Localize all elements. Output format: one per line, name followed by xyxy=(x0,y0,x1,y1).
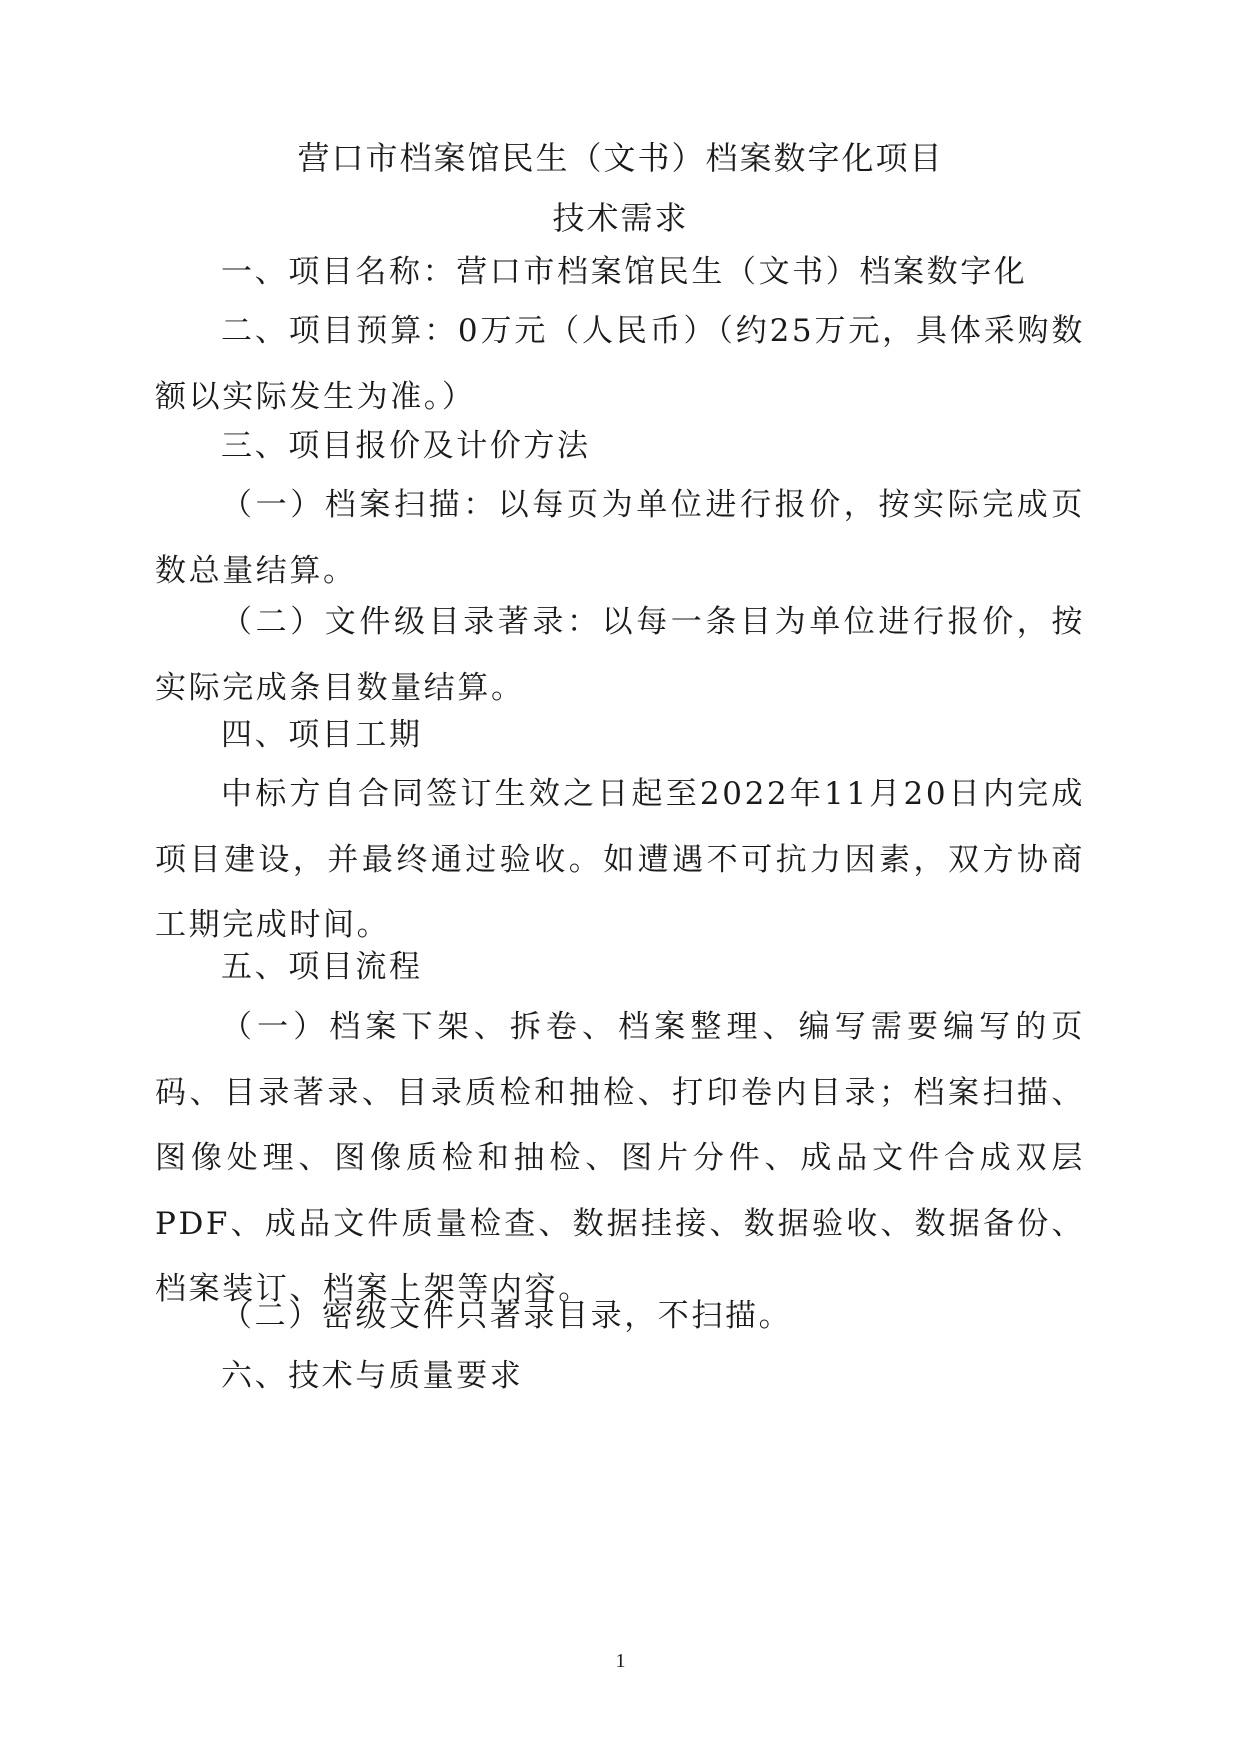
process-paragraph-one: （一）档案下架、拆卷、档案整理、编写需要编写的页码、目录著录、目录质检和抽检、打印卷内目录；档案扫描、图像处理、图像质检和抽检、图片分件、成品文件合成双层PDF、成品文件质量检查、数据挂接、数据验收、数据备份、档案装订、档案上架等内容。 xyxy=(155,1009,1085,1307)
budget-paragraph: 二、项目预算：0万元（人民币）（约25万元，具体采购数额以实际发生为准。） xyxy=(155,313,1085,415)
pricing-heading: 三、项目报价及计价方法 xyxy=(221,428,591,464)
process-paragraph-two: （二）密级文件只著录目录，不扫描。 xyxy=(221,1298,793,1334)
tech-heading: 六、技术与质量要求 xyxy=(221,1358,524,1394)
schedule-heading: 四、项目工期 xyxy=(221,717,423,753)
schedule-paragraph: 中标方自合同签订生效之日起至2022年11月20日内完成项目建设，并最终通过验收。如遭遇不可抗力因素，双方协商工期完成时间。 xyxy=(155,776,1085,943)
document-title: 营口市档案馆民生（文书）档案数字化项目 xyxy=(297,139,944,177)
process-heading: 五、项目流程 xyxy=(221,949,423,985)
page-number: 1 xyxy=(615,1650,626,1672)
project-name-paragraph: 一、项目名称：营口市档案馆民生（文书）档案数字化 xyxy=(221,254,1028,290)
document-subtitle: 技术需求 xyxy=(552,199,689,237)
pricing-scan-paragraph: （一）档案扫描：以每页为单位进行报价，按实际完成页数总量结算。 xyxy=(155,487,1085,589)
pricing-catalog-paragraph: （二）文件级目录著录：以每一条目为单位进行报价，按实际完成条目数量结算。 xyxy=(155,604,1085,706)
